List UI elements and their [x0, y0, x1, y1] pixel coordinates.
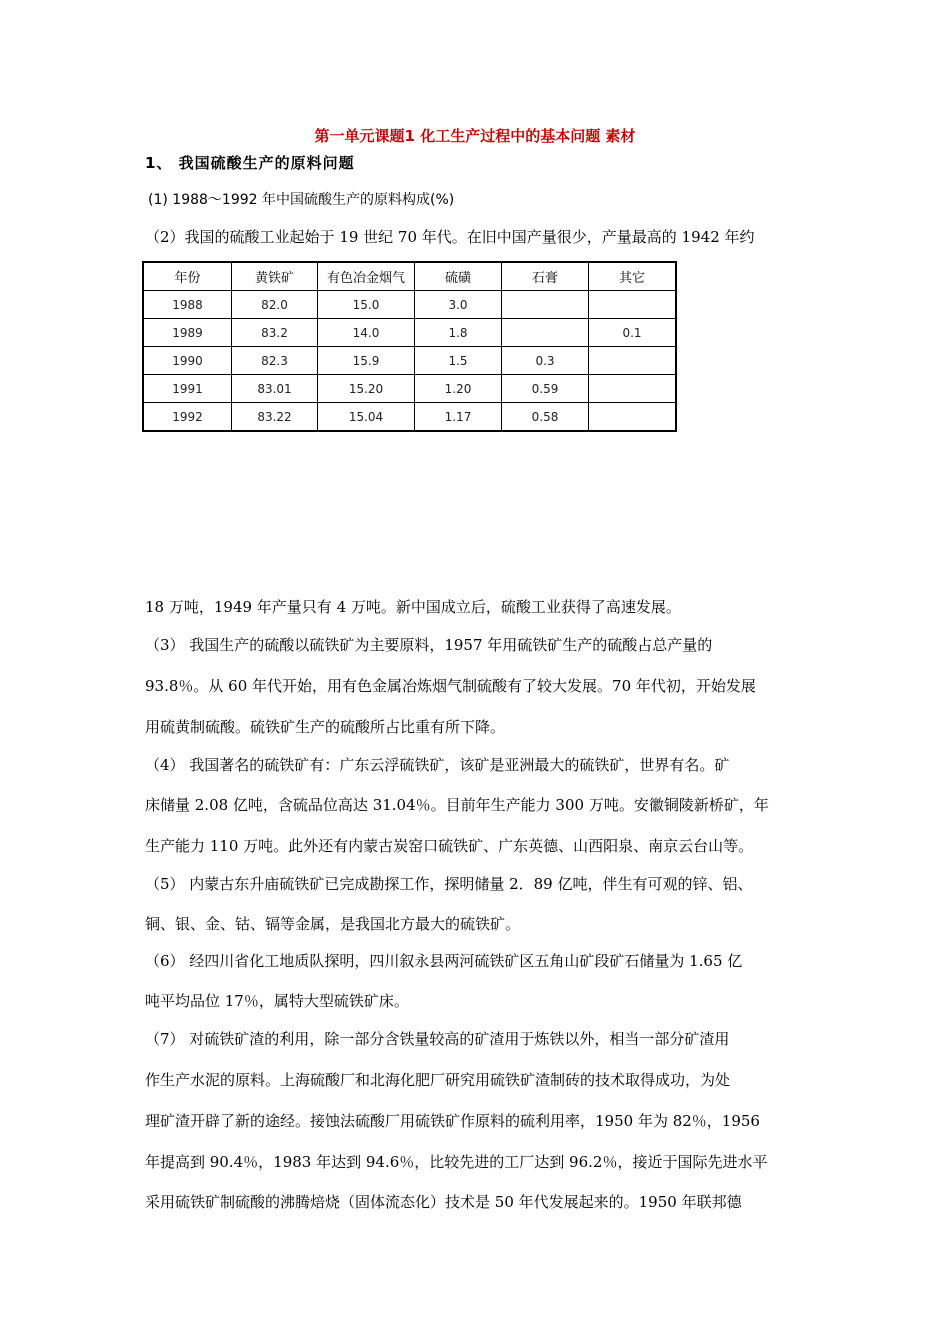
header-gypsum: 石膏 [502, 262, 589, 291]
table-cell [502, 291, 589, 319]
table-cell: 0.59 [502, 375, 589, 403]
table-cell: 1990 [143, 347, 232, 375]
table-row [143, 347, 676, 375]
header-smelter-gas: 有色冶金烟气 [318, 262, 415, 291]
header-year: 年份 [143, 262, 232, 291]
table-cell: 15.0 [318, 291, 415, 319]
table-cell: 1.8 [415, 319, 502, 347]
table-row [143, 291, 676, 319]
table-cell: 1988 [143, 291, 232, 319]
table-cell: 0.1 [589, 319, 677, 347]
table-cell [589, 375, 677, 403]
table-cell: 14.0 [318, 319, 415, 347]
table-cell: 1991 [143, 375, 232, 403]
raw-materials-table [142, 261, 677, 432]
body-line: （6） 经四川省化工地质队探明，四川叙永县两河硫铁矿区五角山矿段矿石储量为 1.65 亿 [145, 952, 743, 970]
table-cell: 3.0 [415, 291, 502, 319]
paragraph-2-line-1: （2）我国的硫酸工业起始于 19 世纪 70 年代。在旧中国产量很少，产量最高的 1942 年约 [145, 228, 755, 246]
body-line: 采用硫铁矿制硫酸的沸腾焙烧（固体流态化）技术是 50 年代发展起来的。1950 年联邦德 [145, 1193, 742, 1211]
body-line: （5） 内蒙古东升庙硫铁矿已完成勘探工作，探明储量 2．89 亿吨，伴生有可观的锌、铝、 [145, 875, 753, 893]
document-title: 第一单元课题1 化工生产过程中的基本问题 素材 [314, 127, 636, 145]
table-cell: 0.3 [502, 347, 589, 375]
section-heading: 1、 我国硫酸生产的原料问题 [145, 154, 355, 172]
table-cell [589, 347, 677, 375]
table-cell: 1.17 [415, 403, 502, 432]
body-line: （3） 我国生产的硫酸以硫铁矿为主要原料，1957 年用硫铁矿生产的硫酸占总产量的 [145, 636, 713, 654]
body-line: 理矿渣开辟了新的途经。接蚀法硫酸厂用硫铁矿作原料的硫利用率，1950 年为 82％，1956 [145, 1112, 760, 1130]
body-line: 床储量 2.08 亿吨，含硫品位高达 31.04％。目前年生产能力 300 万吨。安徽铜陵新桥矿，年 [145, 796, 769, 814]
table-cell: 1992 [143, 403, 232, 432]
body-line: （7） 对硫铁矿渣的利用，除一部分含铁量较高的矿渣用于炼铁以外，相当一部分矿渣用 [145, 1030, 730, 1048]
table-cell: 15.20 [318, 375, 415, 403]
table-row [143, 403, 676, 432]
table-cell: 15.9 [318, 347, 415, 375]
header-other: 其它 [589, 262, 677, 291]
body-line: （4） 我国著名的硫铁矿有：广东云浮硫铁矿，该矿是亚洲最大的硫铁矿，世界有名。矿 [145, 756, 730, 774]
body-line: 吨平均品位 17％，属特大型硫铁矿床。 [145, 992, 409, 1010]
table-cell: 82.0 [232, 291, 318, 319]
table-cell: 83.2 [232, 319, 318, 347]
table-cell: 15.04 [318, 403, 415, 432]
table-cell [502, 319, 589, 347]
table-cell: 1.5 [415, 347, 502, 375]
body-line: 年提高到 90.4％，1983 年达到 94.6％，比较先进的工厂达到 96.2％，接近于国际先进水平 [145, 1153, 768, 1171]
body-line: 用硫黄制硫酸。硫铁矿生产的硫酸所占比重有所下降。 [145, 718, 506, 736]
table-row [143, 319, 676, 347]
header-sulfur: 硫磺 [415, 262, 502, 291]
header-pyrite: 黄铁矿 [232, 262, 318, 291]
table-cell: 1.20 [415, 375, 502, 403]
table-cell: 0.58 [502, 403, 589, 432]
body-line: 作生产水泥的原料。上海硫酸厂和北海化肥厂研究用硫铁矿渣制砖的技术取得成功，为处 [145, 1071, 731, 1089]
paragraph-2-line-2: 18 万吨，1949 年产量只有 4 万吨。新中国成立后，硫酸工业获得了高速发展。 [145, 598, 681, 616]
table-row [143, 375, 676, 403]
table-cell: 1989 [143, 319, 232, 347]
table-cell: 83.22 [232, 403, 318, 432]
body-line: 93.8％。从 60 年代开始，用有色金属冶炼烟气制硫酸有了较大发展。70 年代初，开始发展 [145, 677, 756, 695]
table-header-row [143, 262, 676, 291]
table-cell [589, 403, 677, 432]
table-cell: 83.01 [232, 375, 318, 403]
table-cell: 82.3 [232, 347, 318, 375]
table-cell [589, 291, 677, 319]
body-line: 铜、银、金、钴、镉等金属，是我国北方最大的硫铁矿。 [145, 915, 521, 933]
table-caption: (1) 1988～1992 年中国硫酸生产的原料构成(%) [148, 192, 455, 208]
body-line: 生产能力 110 万吨。此外还有内蒙古炭窑口硫铁矿、广东英德、山西阳泉、南京云台山等。 [145, 837, 754, 855]
